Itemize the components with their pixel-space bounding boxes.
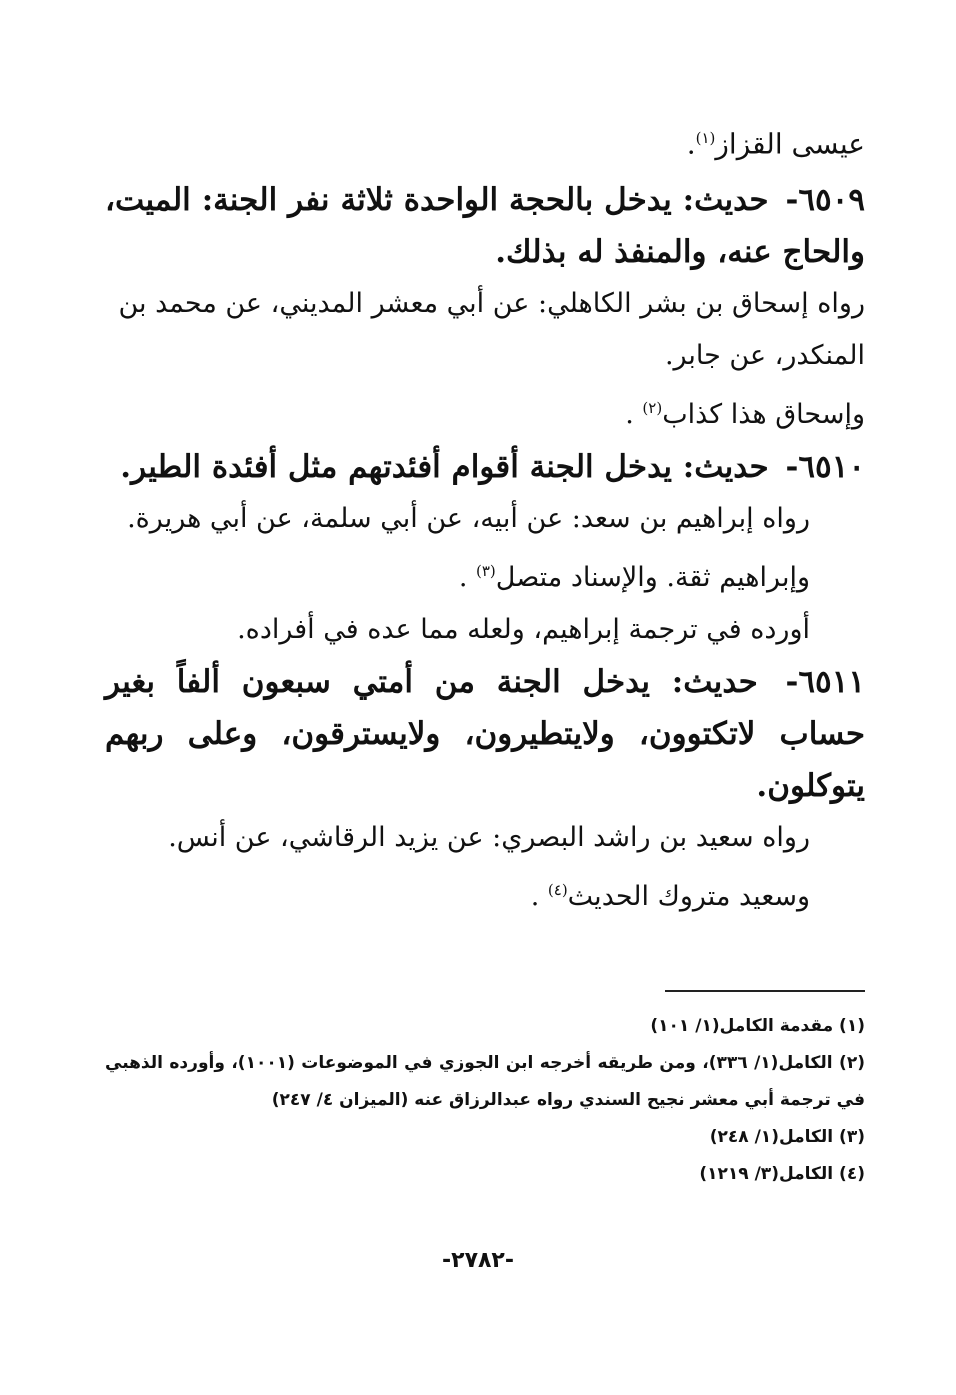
grading-tail: . xyxy=(625,399,643,431)
hadith-number: ٦٥١١- xyxy=(785,664,865,701)
hadith-heading xyxy=(105,174,865,278)
hadith-number: ٦٥١٠- xyxy=(785,449,865,486)
footnote-ref-1: (١) xyxy=(695,129,716,147)
intro-tail: . xyxy=(686,127,696,161)
hadith-text: حديث: يدخل الجنة من أمتي سبعون ألفاً بغير حساب لاتكتوون، ولايتطيرون، ولايسترقون، وعلى ربهم يتوكلون. xyxy=(105,664,865,805)
narration-paragraph xyxy=(105,278,865,382)
grading-tail: . xyxy=(458,562,476,594)
grading-tail: . xyxy=(530,881,548,913)
footnote-1: (١) مقدمة الكامل(١/ ١٠١) xyxy=(650,1016,865,1036)
grading-text: وإبراهيم ثقة. والإسناد متصل xyxy=(495,562,810,594)
hadith-heading xyxy=(105,441,865,493)
footnotes xyxy=(105,1008,865,1193)
footnote-ref-2: (٢) xyxy=(642,399,663,418)
grading-text: وسعيد متروك الحديث xyxy=(567,881,810,913)
narration-text: رواه إبراهيم بن سعد: عن أبيه، عن أبي سلمة، عن أبي هريرة. xyxy=(127,503,810,535)
intro-line xyxy=(105,112,865,170)
hadith-number: ٦٥٠٩- xyxy=(785,182,865,219)
grading-text: وإسحاق هذا كذاب xyxy=(662,399,865,431)
page-number: -٢٧٨٢- xyxy=(442,1248,514,1273)
grading-paragraph xyxy=(105,545,865,604)
hadith-text: حديث: يدخل بالحجة الواحدة ثلاثة نفر الجنة: الميت، والحاج عنه، والمنفذ له بذلك. xyxy=(105,182,865,271)
comment-paragraph xyxy=(105,604,865,656)
page-body xyxy=(105,112,865,923)
narration-text: رواه سعيد بن راشد البصري: عن يزيد الرقاشي، عن أنس. xyxy=(168,822,810,854)
comment-text: أورده في ترجمة إبراهيم، ولعله مما عده في أفراده. xyxy=(237,614,810,646)
footnote-3: (٣) الكامل(١/ ٢٤٨) xyxy=(709,1127,865,1147)
footnote-divider xyxy=(665,990,865,992)
footnote-4: (٤) الكامل(٣/ ١٢١٩) xyxy=(699,1164,865,1184)
intro-text: عيسى القزاز xyxy=(715,127,865,161)
footnote-2: (٢) الكامل(١/ ٣٣٦)، ومن طريقه أخرجه ابن الجوزي في الموضوعات (١٠٠١)، وأورده الذهبي في ترجمة أبي معشر نجيح السندي رواه عبدالرزاق عنه (الميزان ٤/ ٢٤٧) xyxy=(105,1053,865,1110)
grading-paragraph xyxy=(105,864,865,923)
narration-paragraph xyxy=(105,493,865,545)
narration-paragraph xyxy=(105,812,865,864)
footnote-ref-3: (٣) xyxy=(476,562,496,581)
narration-text: رواه إسحاق بن بشر الكاهلي: عن أبي معشر المديني، عن محمد بن المنكدر، عن جابر. xyxy=(118,288,865,372)
hadith-heading xyxy=(105,656,865,812)
hadith-text: حديث: يدخل الجنة أقوام أفئدتهم مثل أفئدة الطير. xyxy=(120,449,769,486)
grading-paragraph xyxy=(105,382,865,441)
footnote-ref-4: (٤) xyxy=(547,881,568,900)
